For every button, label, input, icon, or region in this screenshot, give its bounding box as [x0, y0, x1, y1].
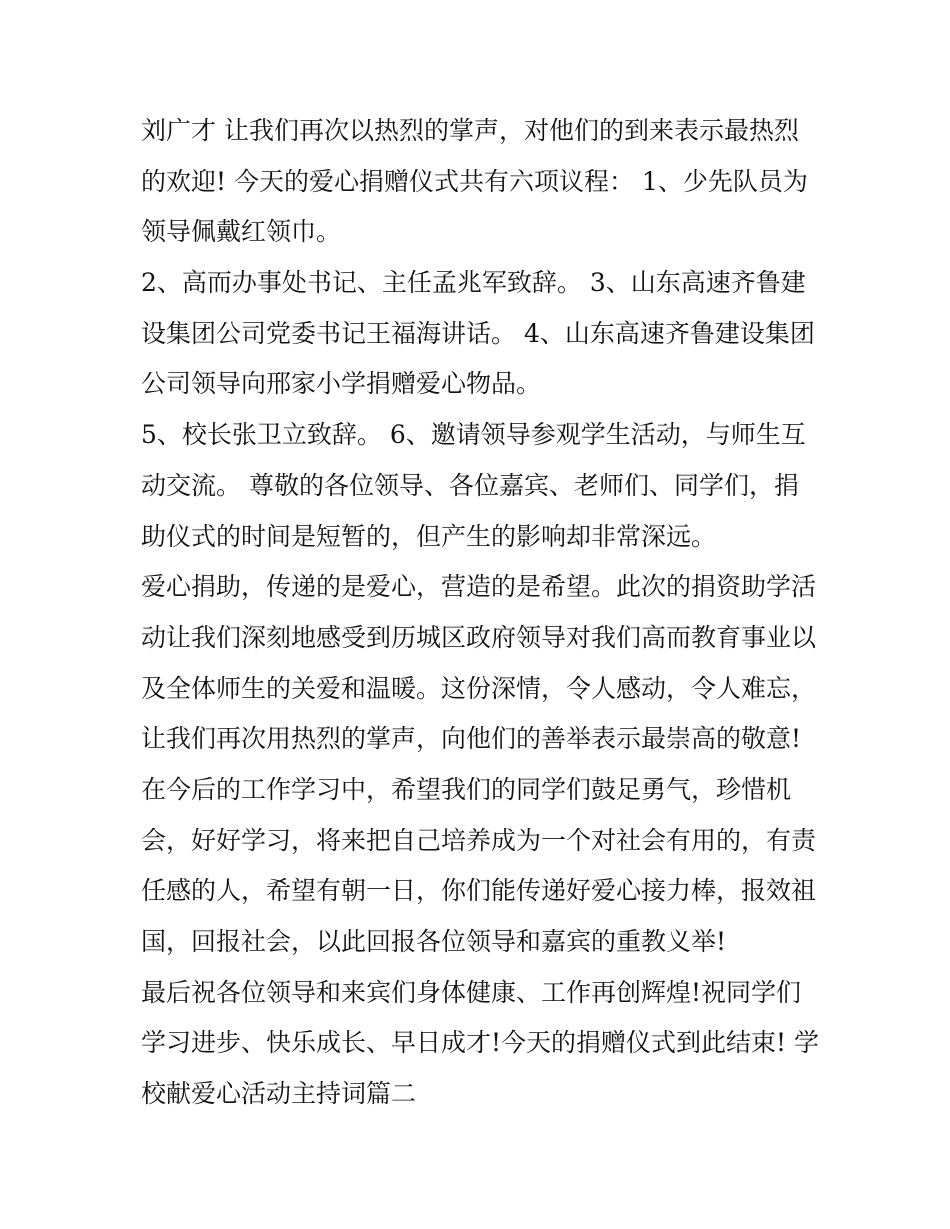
text-line: 校献爱心活动主持词篇二 — [141, 1079, 417, 1109]
text-line: 动交流。 尊敬的各位领导、各位嘉宾、老师们、同学们，捐 — [141, 470, 799, 500]
text-line: 任感的人，希望有朝一日，你们能传递好爱心接力棒，报效祖 — [141, 876, 817, 906]
text-line: 让我们再次用热烈的掌声，向他们的善举表示最崇高的敬意! — [141, 724, 802, 754]
text-line: 会，好好学习，将来把自己培养成为一个对社会有用的，有责 — [141, 825, 817, 855]
text-line: 2、高而办事处书记、主任孟兆军致辞。 3、山东高速齐鲁建 — [141, 268, 806, 298]
text-line: 领导佩戴红领巾。 — [141, 217, 342, 247]
text-line: 动让我们深刻地感受到历城区政府领导对我们高而教育事业以 — [141, 622, 817, 652]
text-line: 国，回报社会，以此回报各位领导和嘉宾的重教义举! — [141, 927, 727, 956]
text-line: 及全体师生的关爱和温暖。这份深情，令人感动，令人难忘， — [141, 673, 817, 703]
text-line: 5、校长张卫立致辞。 6、邀请领导参观学生活动，与师生互 — [141, 420, 806, 450]
text-line: 学习进步、快乐成长、早日成才!今天的捐赠仪式到此结束! 学 — [141, 1028, 820, 1058]
text-line: 刘广才 让我们再次以热烈的掌声，对他们的到来表示最热烈 — [141, 116, 799, 145]
text-line: 公司领导向邢家小学捐赠爱心物品。 — [141, 369, 542, 399]
text-line: 设集团公司党委书记王福海讲话。 4、山东高速齐鲁建设集团 — [141, 318, 815, 348]
text-line: 在今后的工作学习中，希望我们的同学们鼓足勇气，珍惜机 — [141, 774, 792, 804]
text-line: 爱心捐助，传递的是爱心，营造的是希望。此次的捐资助学活 — [141, 572, 817, 602]
text-line: 最后祝各位领导和来宾们身体健康、工作再创辉煌!祝同学们 — [141, 977, 802, 1007]
document-body — [141, 106, 821, 1120]
text-line: 助仪式的时间是短暂的，但产生的影响却非常深远。 — [141, 521, 717, 551]
text-line: 的欢迎! 今天的爱心捐赠仪式共有六项议程： 1、少先队员为 — [141, 166, 808, 196]
